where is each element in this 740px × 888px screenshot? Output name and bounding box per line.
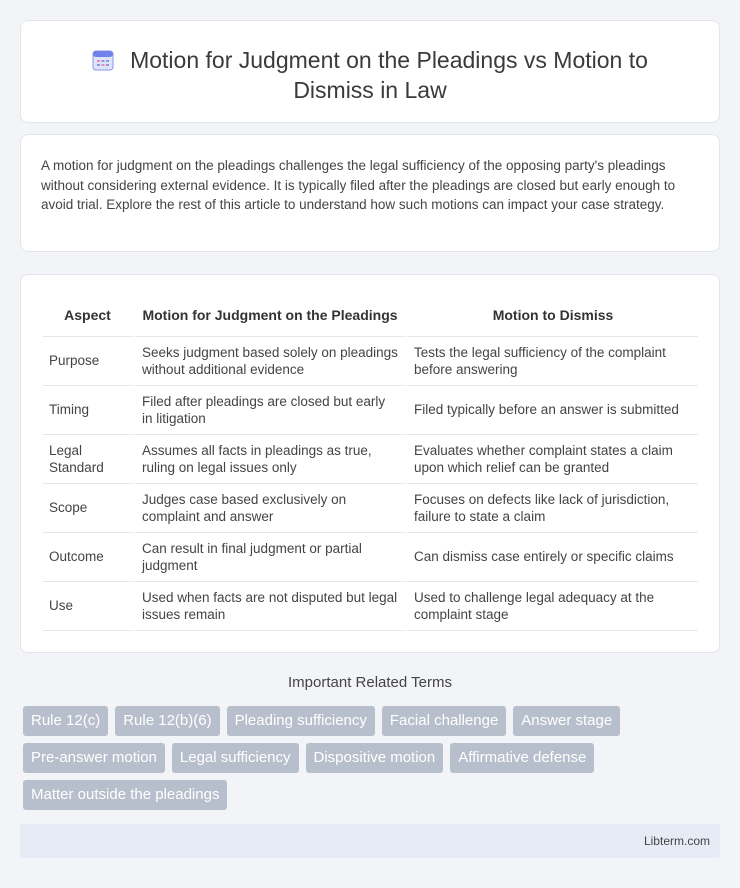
calendar-icon [92, 49, 114, 71]
comparison-card [20, 274, 720, 653]
tag-rule-12b6[interactable]: Rule 12(b)(6) [115, 706, 219, 736]
row-dismiss-value: Tests the legal sufficiency of the complaint before answering [404, 337, 698, 386]
related-terms-list [23, 706, 713, 810]
title-card [20, 20, 720, 123]
row-dismiss-value: Used to challenge legal adequacy at the complaint stage [404, 582, 698, 631]
footer-bar [20, 824, 720, 858]
page-title-wrap [21, 45, 719, 105]
tag-facial-challenge[interactable]: Facial challenge [382, 706, 506, 736]
row-aspect: Outcome [43, 533, 132, 582]
row-aspect: Legal Standard [43, 435, 132, 484]
tag-legal-sufficiency[interactable]: Legal sufficiency [172, 743, 299, 773]
tag-rule-12c[interactable]: Rule 12(c) [23, 706, 108, 736]
footer-site-link[interactable]: Libterm.com [643, 834, 710, 848]
row-judgment-value: Can result in final judgment or partial judgment [132, 533, 404, 582]
row-aspect: Scope [43, 484, 132, 533]
comparison-table [43, 295, 698, 631]
related-terms-title: Important Related Terms [288, 674, 452, 691]
row-judgment-value: Judges case based exclusively on complaint and answer [132, 484, 404, 533]
tag-pleading-sufficiency[interactable]: Pleading sufficiency [227, 706, 375, 736]
row-dismiss-value: Focuses on defects like lack of jurisdiction, failure to state a claim [404, 484, 698, 533]
row-aspect: Timing [43, 386, 132, 435]
table-row [43, 337, 698, 386]
header-aspect: Aspect [43, 295, 132, 337]
intro-text: A motion for judgment on the pleadings challenges the legal sufficiency of the opposing party's pleadings without considering external evidence. It is typically filed after the pleadings are closed but early enough to avoid trial. Explore the rest of this article to understand how such motions can impact your case strategy. [41, 158, 676, 212]
tag-pre-answer-motion[interactable]: Pre-answer motion [23, 743, 165, 773]
row-aspect: Purpose [43, 337, 132, 386]
tag-answer-stage[interactable]: Answer stage [513, 706, 620, 736]
tag-dispositive-motion[interactable]: Dispositive motion [306, 743, 444, 773]
row-dismiss-value: Evaluates whether complaint states a claim upon which relief can be granted [404, 435, 698, 484]
row-judgment-value: Used when facts are not disputed but legal issues remain [132, 582, 404, 631]
row-aspect: Use [43, 582, 132, 631]
row-judgment-value: Assumes all facts in pleadings as true, ruling on legal issues only [132, 435, 404, 484]
row-dismiss-value: Can dismiss case entirely or specific claims [404, 533, 698, 582]
header-judgment-pleadings: Motion for Judgment on the Pleadings [132, 295, 404, 337]
intro-card [20, 134, 720, 252]
row-judgment-value: Filed after pleadings are closed but early in litigation [132, 386, 404, 435]
tag-matter-outside-pleadings[interactable]: Matter outside the pleadings [23, 780, 227, 810]
tag-affirmative-defense[interactable]: Affirmative defense [450, 743, 594, 773]
table-row [43, 582, 698, 631]
table-header-row [43, 295, 698, 337]
table-row [43, 533, 698, 582]
row-judgment-value: Seeks judgment based solely on pleadings without additional evidence [132, 337, 404, 386]
table-row [43, 386, 698, 435]
page-title: Motion for Judgment on the Pleadings vs Motion to Dismiss in Law [130, 47, 648, 103]
table-row [43, 435, 698, 484]
table-row [43, 484, 698, 533]
row-dismiss-value: Filed typically before an answer is submitted [404, 386, 698, 435]
header-motion-dismiss: Motion to Dismiss [404, 295, 698, 337]
